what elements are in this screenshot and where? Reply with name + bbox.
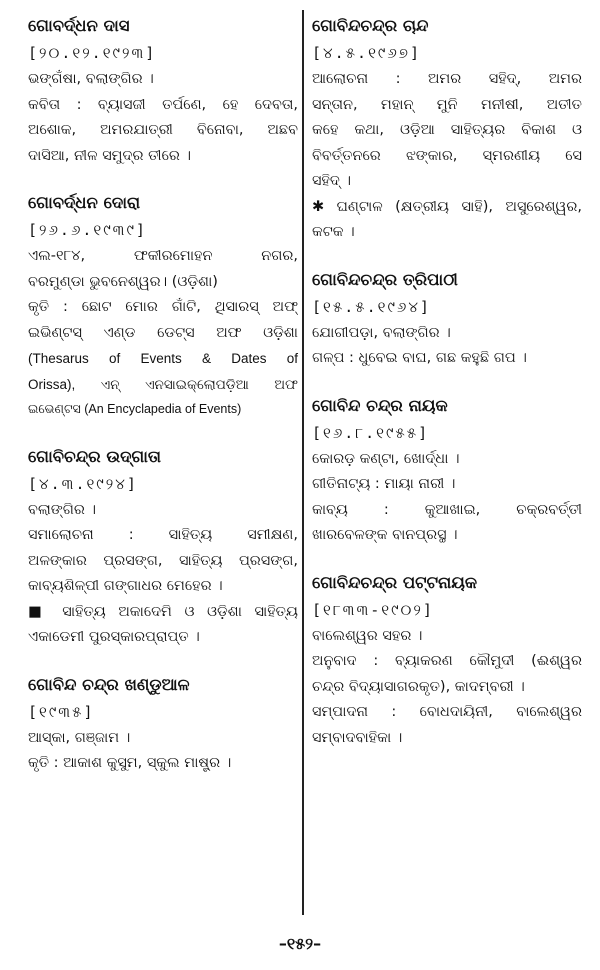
entry-line: ✱ ଘଣ୍ଟାଳ (କ୍ଷତ୍ରୀୟ ସାହି), ଅସୁରେଶ୍ୱର, bbox=[312, 198, 582, 215]
page-number: –୧୫୨– bbox=[278, 934, 322, 953]
entry-line: ବଲାଙ୍ଗିର । bbox=[28, 501, 97, 518]
entry-line: ସହିଦ୍ । bbox=[312, 173, 352, 189]
entry-line: ଇଭିଣ୍ଟସ୍ ଏଣ୍ଡ ଡେଟ୍ସ ଅଫ ଓଡ଼ିଶା bbox=[28, 324, 298, 341]
entry-dates: [୧୫.୫.୧୯୬୪] bbox=[312, 297, 431, 316]
entry-name: ଗୋବିନ୍ଦଚନ୍ଦ୍ର ତ୍ରିପାଠୀ bbox=[312, 269, 458, 289]
entry-dates: [୧୬.୮.୧୯୫୫] bbox=[312, 423, 430, 442]
entry-dates: [୧୯୩୫] bbox=[28, 702, 95, 721]
entry-line: ଏକାଡେମୀ ପୁରସ୍କାରପ୍ରାପ୍ତ । bbox=[28, 629, 200, 645]
entry-line: ଅଶୋକ, ଅମରଯାତ୍ରୀ ବିନୋବା, ଅଛବ bbox=[28, 122, 298, 138]
entry-name: ଗୋବିନ୍ଦ ଚନ୍ଦ୍ର ଖଣ୍ଡୁଆଳ bbox=[28, 674, 190, 694]
entry-line: କହେ କଥା, ଓଡ଼ିଆ ସାହିତ୍ୟର ବିକାଶ ଓ bbox=[312, 122, 582, 138]
entry-line: ସନ୍ତାନ, ମହାନ୍ ମୁନି ମନୀଷୀ, ଅତୀତ bbox=[312, 96, 582, 113]
entry-line: ବିବର୍ତ୍ତନରେ ଝଙ୍କାର, ସ୍ମରଣୀୟ ସେ bbox=[312, 147, 582, 164]
entry-line: ■ ସାହିତ୍ୟ ଅକାଦେମି ଓ ଓଡ଼ିଶା ସାହିତ୍ୟ bbox=[28, 603, 298, 620]
entry-dates: [୪.୩.୧୯୨୪] bbox=[28, 474, 138, 493]
entry-line: ଦାସିଆ, ନୀଳ ସମୁଦ୍ର ତୀରେ । bbox=[28, 147, 191, 164]
entry-gobindachandra-chand bbox=[312, 14, 582, 246]
entry-name: ଗୋବିନ୍ଦଚନ୍ଦ୍ର ପଟ୍ଟନାୟକ bbox=[312, 572, 478, 592]
entry-line: ସମ୍ପାଦନା : ବୋଧଦାୟିନୀ, ବାଲେଶ୍ୱର bbox=[312, 704, 582, 720]
entry-line: ଏଲ-୧୮୪, ଫକୀରମୋହନ ନଗର, bbox=[28, 248, 298, 264]
entry-line: ଖାରବେଳଙ୍କ ବାନପ୍ରସ୍ଥ । bbox=[312, 527, 458, 543]
column-divider bbox=[302, 10, 304, 915]
entry-dates: [୨୬.୬.୧୯୩୯] bbox=[28, 221, 147, 239]
entry-line: ଆସ୍କା, ଗଞ୍ଜାମ । bbox=[28, 729, 131, 746]
entry-line: କାବ୍ୟ : କୁଆଖାଇ, ଚକ୍ରବର୍ତ୍ତୀ bbox=[312, 501, 582, 518]
entry-line: ଯୋଗୀପଡ଼ା, ବଲାଙ୍ଗିର । bbox=[312, 324, 451, 341]
entry-name: ଗୋବିଚନ୍ଦ୍ର ଉଦ୍‌ଗାତା bbox=[28, 446, 162, 466]
entry-line: କୃତି : ଛୋଟ ମୋର ଗାଁଟି, ଥିସାରସ୍ ଅଫ୍ bbox=[28, 299, 298, 315]
entry-line: ଇଭେଣ୍ଟସ (An Encyclapedia of Events) bbox=[28, 402, 242, 416]
entry-gobinda-chandra-khandual bbox=[28, 673, 298, 777]
entry-line: Orissa), ଏନ୍ ଏନସାଇକ୍ଲୋପଡ଼ିଆ ଅଫ bbox=[28, 376, 298, 392]
entry-gobindachandra-tripathi bbox=[312, 268, 582, 372]
entry-gobardhan-das bbox=[28, 14, 298, 169]
entry-line: ବରମୁଣ୍ଡା ଭୁବନେଶ୍ୱର। (ଓଡ଼ିଶା) bbox=[28, 273, 218, 290]
entry-dates: [୧୮୩୩-୧୯୦୨] bbox=[312, 600, 434, 619]
entry-line: କୋରଡ଼ କଣ୍ଟା, ଖୋର୍ଦ୍ଧା । bbox=[312, 450, 460, 467]
right-column bbox=[312, 14, 582, 773]
entry-line: କଟକ । bbox=[312, 224, 355, 240]
entry-line: କାବ୍ୟଶିଳ୍ପୀ ଗଙ୍ଗାଧର ମେହେର । bbox=[28, 578, 223, 594]
entry-line: ଗଳ୍ପ : ଧୁବେଇ ବାଘ, ଗଛ କହୁଛି ଗପ । bbox=[312, 350, 527, 366]
entry-name: ଗୋବର୍ଦ୍ଧନ ଦୋରା bbox=[28, 193, 141, 212]
entry-gobinda-chandra-nayak bbox=[312, 394, 582, 549]
entry-line: ଭଙ୍ଗଁଷା, ବଲାଙ୍ଗିର । bbox=[28, 71, 154, 87]
entry-dates: [୨୦.୧୨.୧୯୨୩] bbox=[28, 44, 157, 62]
entry-line: (Thesarus of Events & Dates of bbox=[28, 351, 298, 366]
entry-name: ଗୋବିନ୍ଦଚନ୍ଦ୍ର ଚାନ୍ଦ bbox=[312, 16, 429, 35]
entry-gobardhan-dora bbox=[28, 191, 298, 423]
entry-line: ଅଳଙ୍କାର ପ୍ରସଙ୍ଗ, ସାହିତ୍ୟ ପ୍ରସଙ୍ଗ, bbox=[28, 552, 298, 569]
entry-line: ସମାଲୋଚନା : ସାହିତ୍ୟ ସମୀକ୍ଷଣ, bbox=[28, 527, 298, 543]
entry-line: ଅନୁବାଦ : ବ୍ୟାକରଣ କୌମୁଦୀ (ଈଶ୍ୱର bbox=[312, 653, 582, 669]
entry-line: ଗୀତିନାଟ୍ୟ : ମାୟା ନାରୀ । bbox=[312, 476, 456, 492]
entry-gobindachandra-pattanayak bbox=[312, 571, 582, 752]
entry-line: ଚନ୍ଦ୍ର ବିଦ୍ୟାସାଗରକୃତ), କାଦମ୍ବରୀ । bbox=[312, 678, 525, 695]
entry-line: କବିତା : ବ୍ୟାସଜୀ ତର୍ପଣେ, ହେ ଦେବତା, bbox=[28, 96, 298, 113]
entry-name: ଗୋବିନ୍ଦ ଚନ୍ଦ୍ର ନାୟକ bbox=[312, 395, 448, 415]
entry-name: ଗୋବର୍ଦ୍ଧନ ଦାସ bbox=[28, 16, 130, 35]
entry-line: ଆଲୋଚନା : ଅମର ସହିଦ୍, ଅମର bbox=[312, 71, 582, 87]
entry-gobichandra-udgata bbox=[28, 445, 298, 651]
entry-line: ସମ୍ବାଦବାହିକା । bbox=[312, 729, 403, 746]
left-column bbox=[28, 14, 298, 799]
entry-line: କୃତି : ଆକାଶ କୁସୁମ, ସ୍କୁଲ ମାଷ୍ଟ୍ର । bbox=[28, 755, 232, 771]
entry-line: ବାଲେଶ୍ୱର ସହର । bbox=[312, 627, 423, 644]
entry-dates: [୪.୫.୧୯୬୭] bbox=[312, 44, 421, 62]
